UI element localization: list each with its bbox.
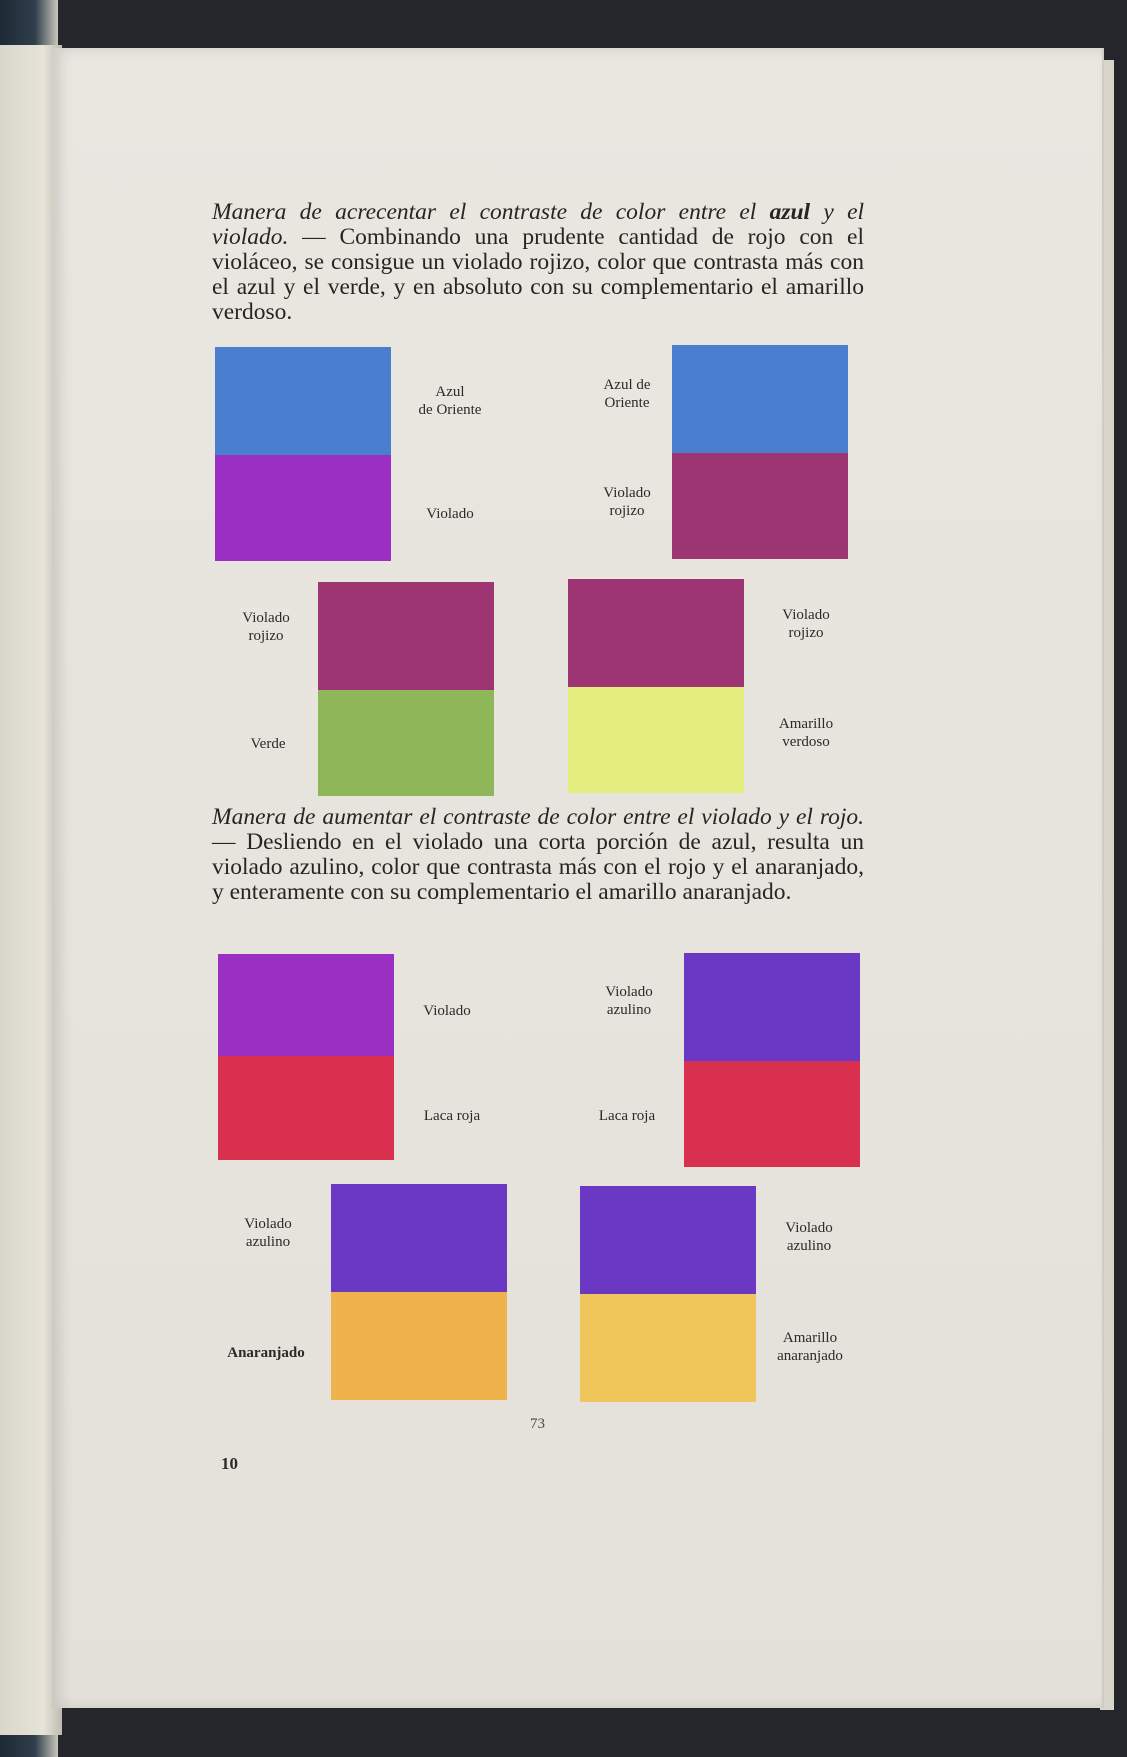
swatch-amarillo-verdoso	[568, 687, 744, 793]
paragraph-title-2: Manera de aumentar el contraste de color entre el violado y el rojo.	[212, 804, 864, 830]
label-violado: Violado	[426, 506, 474, 522]
label-amarillo-verdoso: Amarillo verdoso	[778, 716, 834, 750]
signature-mark: 10	[221, 1454, 238, 1473]
paragraph-violado-rojo	[212, 805, 864, 905]
swatch-azul-de-oriente-2	[672, 345, 848, 453]
swatch-violado-2	[218, 954, 394, 1056]
label-violado-2: Violado	[423, 1003, 471, 1019]
page-stack-right	[1100, 60, 1114, 1710]
label-azul-de-oriente: Azul de Oriente	[418, 384, 482, 418]
swatch-pair-azul-violado-rojizo	[672, 345, 848, 559]
swatch-pair-violado-laca-roja	[218, 954, 394, 1160]
swatch-pair-violado-rojizo-verde	[318, 582, 494, 796]
label-verde: Verde	[250, 736, 286, 752]
label-violado-rojizo-2: Violado rojizo	[242, 610, 290, 644]
label-violado-rojizo: Violado rojizo	[603, 485, 651, 519]
label-violado-azulino: Violado azulino	[605, 984, 653, 1018]
paragraph-body-2: Desliendo en el violado una corta porción de azul, resulta un violado azulino, color que contrasta más con el rojo y el anaranjado, y enteramente con su complementario el amarillo anaranjado.	[212, 829, 864, 905]
label-violado-azulino-2: Violado azulino	[244, 1216, 292, 1250]
swatch-violado-azulino-3	[580, 1186, 756, 1294]
paragraph-body: Combinando una prudente cantidad de rojo con el violáceo, se consigue un violado rojizo, color que contrasta más con el azul y el verde, y en absoluto con su complementario el amarillo verdoso.	[212, 224, 864, 325]
swatch-pair-violado-azulino-laca-roja	[684, 953, 860, 1167]
swatch-verde	[318, 690, 494, 796]
swatch-pair-violado-azulino-amarillo-anaranjado	[580, 1186, 756, 1402]
paragraph-azul-violado	[212, 200, 864, 325]
label-laca-roja-2: Laca roja	[598, 1108, 656, 1124]
swatch-pair-azul-violado	[215, 347, 391, 561]
swatch-pair-violado-rojizo-amarillo-verdoso	[568, 579, 744, 793]
paragraph-title: Manera de acrecentar el contraste de color entre el	[212, 199, 757, 225]
swatch-violado	[215, 455, 391, 561]
label-violado-rojizo-3: Violado rojizo	[782, 607, 830, 641]
page-number: 73	[530, 1416, 545, 1432]
label-anaranjado: Anaranjado	[227, 1345, 305, 1361]
em-dash-2: —	[212, 829, 247, 855]
label-amarillo-anaranjado: Amarillo anaranjado	[777, 1330, 843, 1364]
swatch-violado-azulino	[684, 953, 860, 1061]
swatch-pair-violado-azulino-anaranjado	[331, 1184, 507, 1400]
swatch-laca-roja	[218, 1056, 394, 1160]
swatch-anaranjado	[331, 1292, 507, 1400]
label-azul-de-oriente-2: Azul de Oriente	[603, 377, 651, 411]
label-laca-roja: Laca roja	[423, 1108, 481, 1124]
swatch-laca-roja-2	[684, 1061, 860, 1167]
swatch-amarillo-anaranjado	[580, 1294, 756, 1402]
em-dash: —	[288, 224, 340, 250]
swatch-violado-rojizo	[672, 453, 848, 559]
paragraph-title-end: y el violado.	[212, 199, 865, 250]
swatch-violado-azulino-2	[331, 1184, 507, 1292]
label-violado-azulino-3: Violado azulino	[785, 1220, 833, 1254]
swatch-violado-rojizo-2	[318, 582, 494, 690]
swatch-violado-rojizo-3	[568, 579, 744, 687]
paragraph-title-bold: azul	[769, 199, 811, 225]
swatch-azul-de-oriente	[215, 347, 391, 455]
